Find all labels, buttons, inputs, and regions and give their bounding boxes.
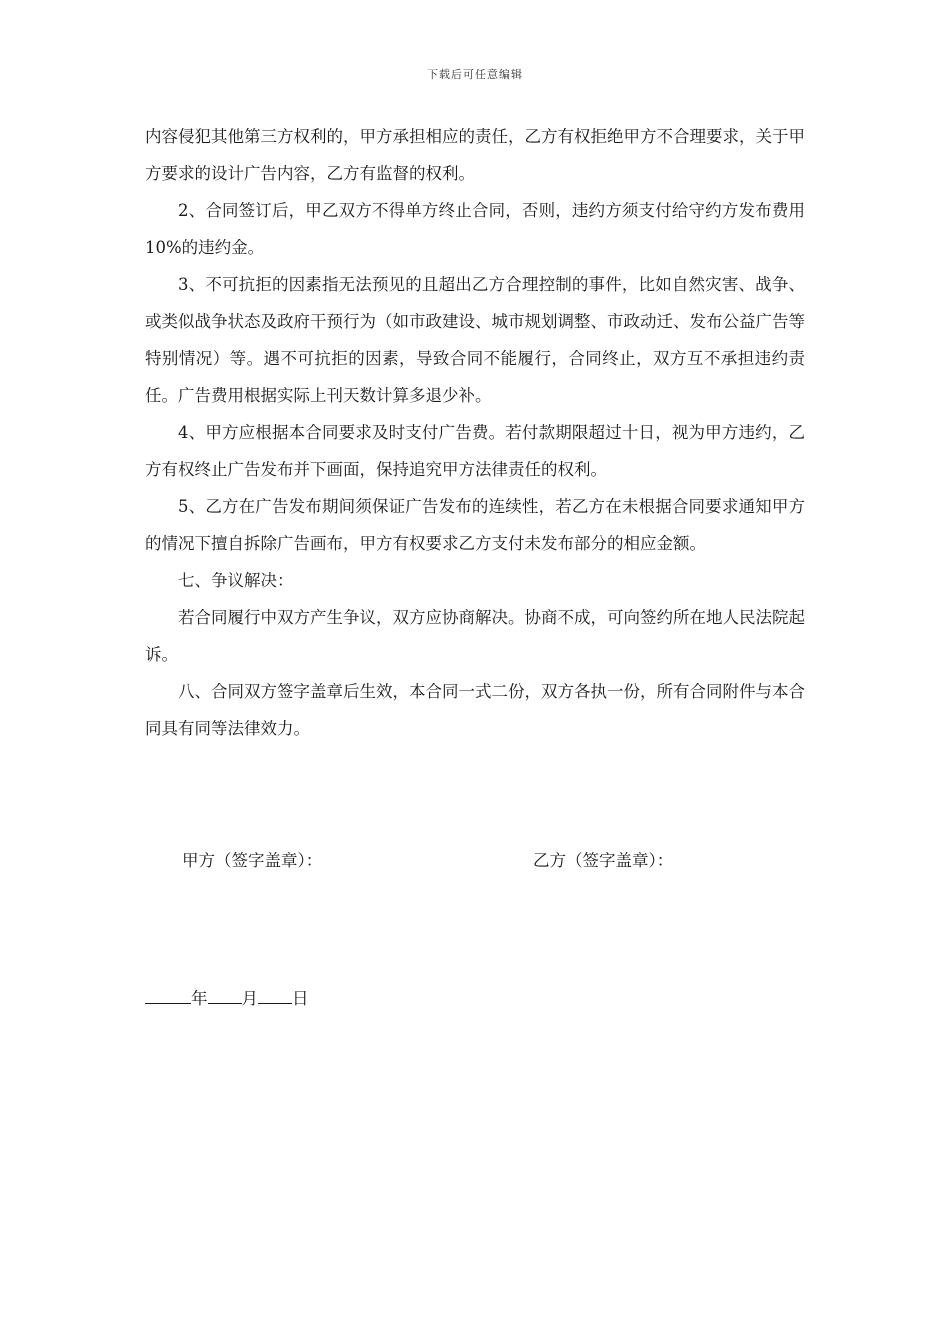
day-blank [258, 981, 292, 1004]
date-line [145, 980, 309, 1017]
month-label: 月 [241, 989, 258, 1008]
page-header-note: 下载后可任意编辑 [427, 68, 523, 81]
paragraph-effectiveness: 八、合同双方签字盖章后生效，本合同一式二份，双方各执一份，所有合同附件与本合同具有同等法律效力。 [145, 682, 805, 738]
party-b-signature-label: 乙方（签字盖章）： [533, 851, 674, 870]
party-a-signature-label: 甲方（签字盖章）： [182, 851, 323, 870]
paragraph-dispute: 若合同履行中双方产生争议，双方应协商解决。协商不成，可向签约所在地人民法院起诉。 [145, 608, 805, 664]
paragraph-continuation: 内容侵犯其他第三方权利的，甲方承担相应的责任，乙方有权拒绝甲方不合理要求，关于甲方要求的设计广告内容，乙方有监督的权利。 [145, 127, 805, 183]
year-label: 年 [191, 989, 208, 1008]
year-blank [145, 981, 191, 1004]
day-label: 日 [292, 989, 309, 1008]
section-heading-dispute: 七、争议解决： [178, 571, 294, 590]
paragraph-clause-3: 3、不可抗拒的因素指无法预见的且超出乙方合理控制的事件，比如自然灾害、战争、或类似战争状态及政府干预行为（如市政建设、城市规划调整、市政动迁、发布公益广告等特别情况）等。遇不可抗拒的因素，导致合同不能履行，合同终止，双方互不承担违约责任。广告费用根据实际上刊天数计算多退少补。 [145, 275, 805, 405]
contract-body [145, 118, 805, 747]
signature-row [145, 842, 805, 879]
paragraph-clause-4: 4、甲方应根据本合同要求及时支付广告费。若付款期限超过十日，视为甲方违约，乙方有权终止广告发布并下画面，保持追究甲方法律责任的权利。 [145, 423, 805, 479]
paragraph-clause-5: 5、乙方在广告发布期间须保证广告发布的连续性，若乙方在未根据合同要求通知甲方的情况下擅自拆除广告画布，甲方有权要求乙方支付未发布部分的相应金额。 [145, 497, 805, 553]
month-blank [208, 981, 242, 1004]
paragraph-clause-2: 2、合同签订后，甲乙双方不得单方终止合同，否则，违约方须支付给守约方发布费用10%的违约金。 [145, 201, 805, 257]
